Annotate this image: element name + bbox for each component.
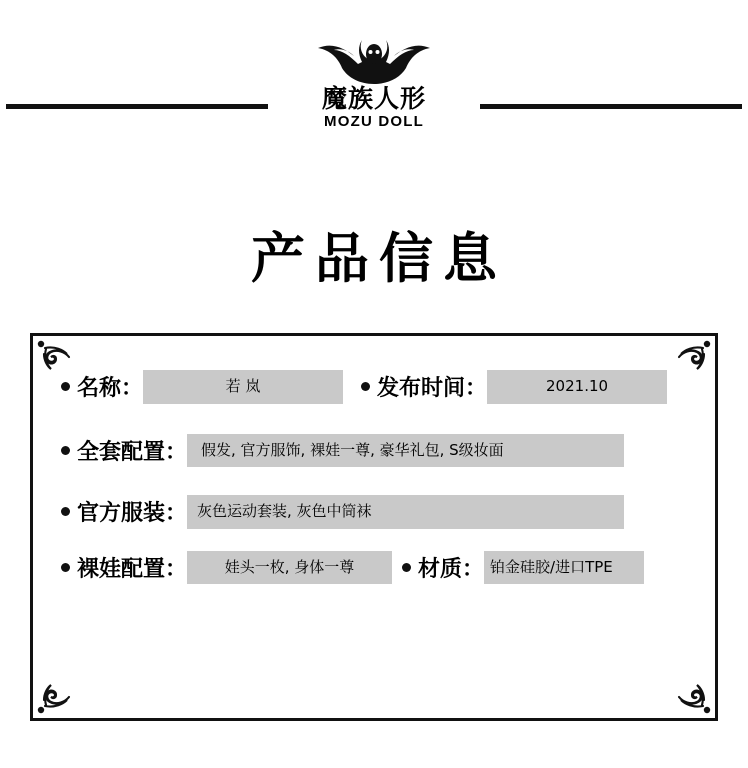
spec-row: [61, 495, 695, 529]
spec-label-full-set: 全套配置：: [77, 439, 188, 465]
brand-name-en: MOZU DOLL: [324, 113, 424, 131]
bullet-icon: [402, 563, 411, 572]
spec-value-release-date: 2021.10: [487, 370, 667, 404]
bullet-icon: [61, 507, 70, 516]
spec-value-name: 若 岚: [143, 370, 343, 404]
brand-name-cn: 魔族人形: [321, 84, 426, 113]
brand-header: [0, 0, 748, 170]
header-rule-left: [6, 104, 268, 109]
spec-label-naked-doll: 裸娃配置：: [77, 556, 188, 582]
bullet-icon: [61, 446, 70, 455]
spec-label-official-outfit: 官方服装：: [77, 501, 188, 527]
corner-flourish-icon: [665, 678, 711, 714]
spec-label-name: 名称：: [77, 376, 144, 402]
spec-row: [61, 434, 695, 468]
header-rule-right: [480, 104, 742, 109]
spec-row: [61, 370, 695, 404]
bullet-icon: [61, 563, 70, 572]
spec-value-official-outfit: 灰色运动套装, 灰色中筒袜: [187, 495, 624, 529]
product-info-card: [30, 333, 718, 721]
spec-label-material: 材质：: [418, 556, 485, 582]
page-title: 产品信息: [251, 227, 507, 290]
spec-label-release-date: 发布时间：: [377, 376, 488, 402]
spec-value-full-set: 假发, 官方服饰, 裸娃一尊, 豪华礼包, S级妆面: [187, 434, 624, 468]
bullet-icon: [61, 382, 70, 391]
spec-value-naked-doll: 娃头一枚, 身体一尊: [187, 551, 392, 585]
corner-flourish-icon: [37, 678, 83, 714]
bullet-icon: [361, 382, 370, 391]
spec-list: [61, 370, 695, 604]
spec-row: [61, 551, 695, 585]
brand-logo: [259, 32, 489, 130]
spec-value-material: 铂金硅胶/进口TPE: [484, 551, 644, 585]
bat-wing-doll-logo-icon: [314, 32, 434, 92]
